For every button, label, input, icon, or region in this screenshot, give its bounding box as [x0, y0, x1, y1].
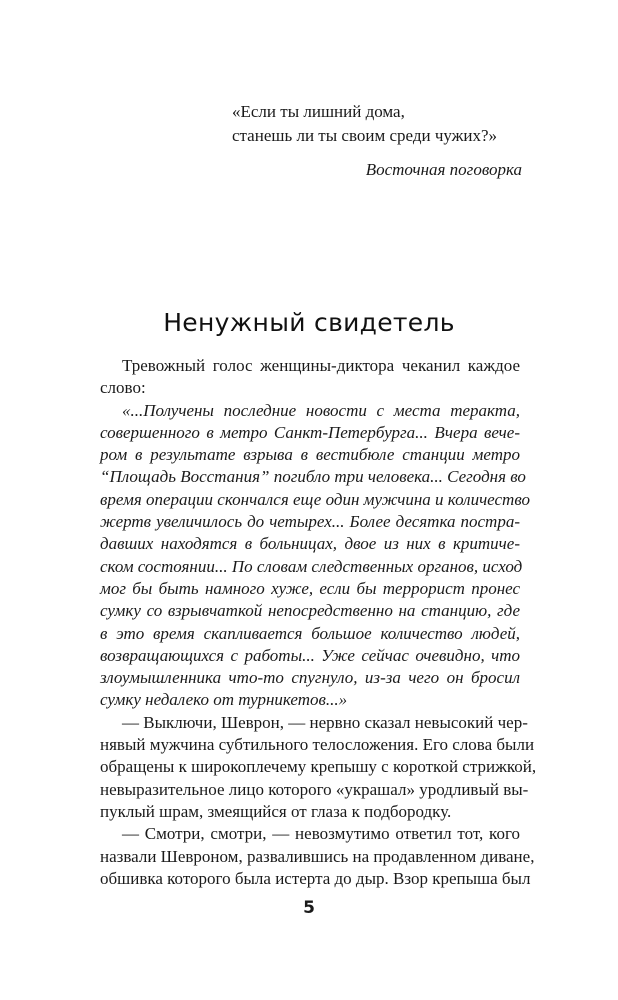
chapter-body	[100, 355, 537, 890]
text-line: назвали Шевроном, развалившись на продавленном диване,	[100, 846, 535, 866]
text-line: в это время скапливается большое количество людей,	[100, 623, 520, 643]
text-line: давших находятся в больницах, двое из них в критиче-	[100, 534, 520, 554]
page-number: 5	[303, 898, 315, 918]
epigraph-source: Восточная поговорка	[365, 160, 522, 179]
text-line: пуклый шрам, змеящийся от глаза к подбородку.	[100, 801, 452, 821]
epigraph-line: «Если ты лишний дома,	[232, 102, 405, 121]
text-line: невыразительное лицо которого «украшал» уродливый вы-	[100, 779, 529, 799]
text-line: слово:	[100, 378, 146, 398]
paragraph	[100, 823, 535, 890]
text-line: злоумышленника что-то спугнуло, из-за чего он бросил	[100, 668, 520, 688]
text-line: обращены к широкоплечему крепышу с короткой стрижкой,	[100, 757, 537, 777]
text-line: Тревожный голос женщины-диктора чеканил каждое	[122, 356, 520, 375]
text-line: ском состоянии... По словам следственных органов, исход	[100, 556, 523, 576]
paragraph	[100, 355, 520, 400]
text-line: сумку недалеко от турникетов...»	[100, 690, 348, 710]
text-line: жертв увеличилось до четырех... Более десятка постра-	[100, 512, 520, 532]
text-line: нявый мужчина субтильного телосложения. Его слова были	[100, 735, 535, 755]
text-line: совершенного в метро Санкт-Петербурга... Вчера вече-	[100, 422, 520, 442]
text-line: “Площадь Восстания” погибло три человека... Сегодня во	[100, 467, 526, 487]
text-line: время операции скончался еще один мужчина и количество	[100, 489, 530, 509]
text-line: ром в результате взрыва в вестибюле станции метро	[100, 445, 520, 465]
text-line: — Смотри, смотри, — невозмутимо ответил тот, кого	[122, 824, 520, 844]
text-line: «...Получены последние новости с места теракта,	[122, 400, 520, 420]
news-quote-paragraph	[100, 400, 530, 712]
text-line: мог бы быть намного хуже, если бы террорист пронес	[100, 578, 520, 598]
paragraph	[100, 712, 537, 823]
epigraph-line: станешь ли ты своим среди чужих?»	[232, 126, 498, 145]
epigraph	[232, 100, 522, 182]
text-line: возвращающихся с работы... Уже сейчас очевидно, что	[100, 645, 520, 665]
text-line: — Выключи, Шеврон, — нервно сказал невысокий чер-	[122, 712, 528, 732]
text-line: сумку со взрывчаткой непосредственно на станцию, где	[100, 601, 520, 621]
text-line: обшивка которого была истерта до дыр. Взор крепыша был	[100, 868, 531, 888]
chapter-title: Ненужный свидетель	[163, 308, 455, 337]
